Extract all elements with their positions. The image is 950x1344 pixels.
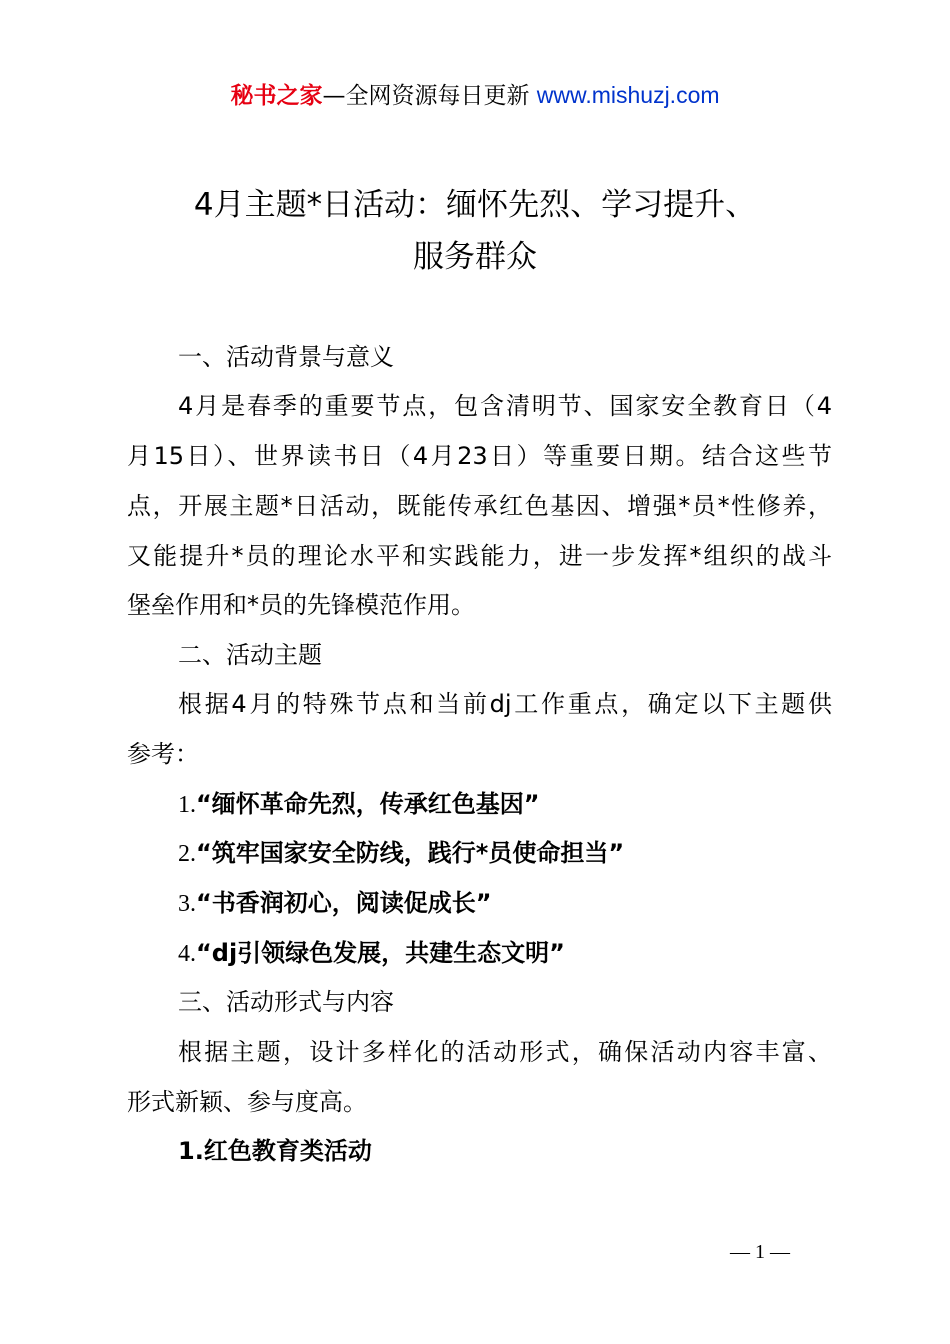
theme-text: “dj引领绿色发展，共建生态文明” (196, 939, 565, 967)
theme-number: 3. (178, 891, 196, 917)
theme-item (178, 786, 832, 823)
document-title-line-2: 服务群众 (413, 239, 537, 275)
brand-name: 秘书之家 (230, 83, 323, 109)
paragraph-line: 参考： (127, 740, 199, 768)
paragraph-line: 形式新颖、参与度高。 (127, 1088, 367, 1116)
paragraph-line: 根据主题，设计多样化的活动形式，确保活动内容丰富、 (178, 1038, 832, 1066)
section-heading-form: 三、活动形式与内容 (178, 988, 394, 1016)
theme-text: “书香润初心，阅读促成长” (196, 889, 492, 917)
theme-item (178, 835, 832, 872)
paragraph-line: 又能提升*员的理论水平和实践能力，进一步发挥*组织的战斗 (127, 542, 832, 570)
page-number: — 1 — (730, 1241, 790, 1263)
theme-text: “缅怀革命先烈，传承红色基因” (196, 790, 540, 818)
theme-number: 4. (178, 941, 196, 967)
document-title-line-1: 4月主题*日活动：缅怀先烈、学习提升、 (193, 187, 757, 223)
paragraph-line: 4月是春季的重要节点，包含清明节、国家安全教育日（4 (178, 392, 832, 420)
theme-number: 2. (178, 841, 196, 867)
theme-item (178, 885, 832, 922)
paragraph-line: 月15日）、世界读书日（4月23日）等重要日期。结合这些节 (127, 442, 832, 470)
paragraph-line: 根据4月的特殊节点和当前dj工作重点，确定以下主题供 (178, 690, 832, 718)
paragraph-line: 堡垒作用和*员的先锋模范作用。 (127, 591, 475, 619)
theme-text: “筑牢国家安全防线，践行*员使命担当” (196, 839, 625, 867)
site-banner (0, 78, 950, 113)
site-url-link[interactable]: www.mishuzj.com (536, 82, 720, 108)
theme-number: 1. (178, 792, 196, 818)
paragraph-line: 点，开展主题*日活动，既能传承红色基因、增强*员*性修养， (127, 492, 832, 520)
theme-item (178, 935, 832, 972)
subheading: 1.红色教育类活动 (178, 1137, 372, 1165)
section-heading-background: 一、活动背景与意义 (178, 343, 394, 371)
banner-slogan: 全网资源每日更新 (345, 83, 537, 109)
section-heading-theme: 二、活动主题 (178, 641, 322, 669)
banner-dash: — (322, 83, 346, 109)
